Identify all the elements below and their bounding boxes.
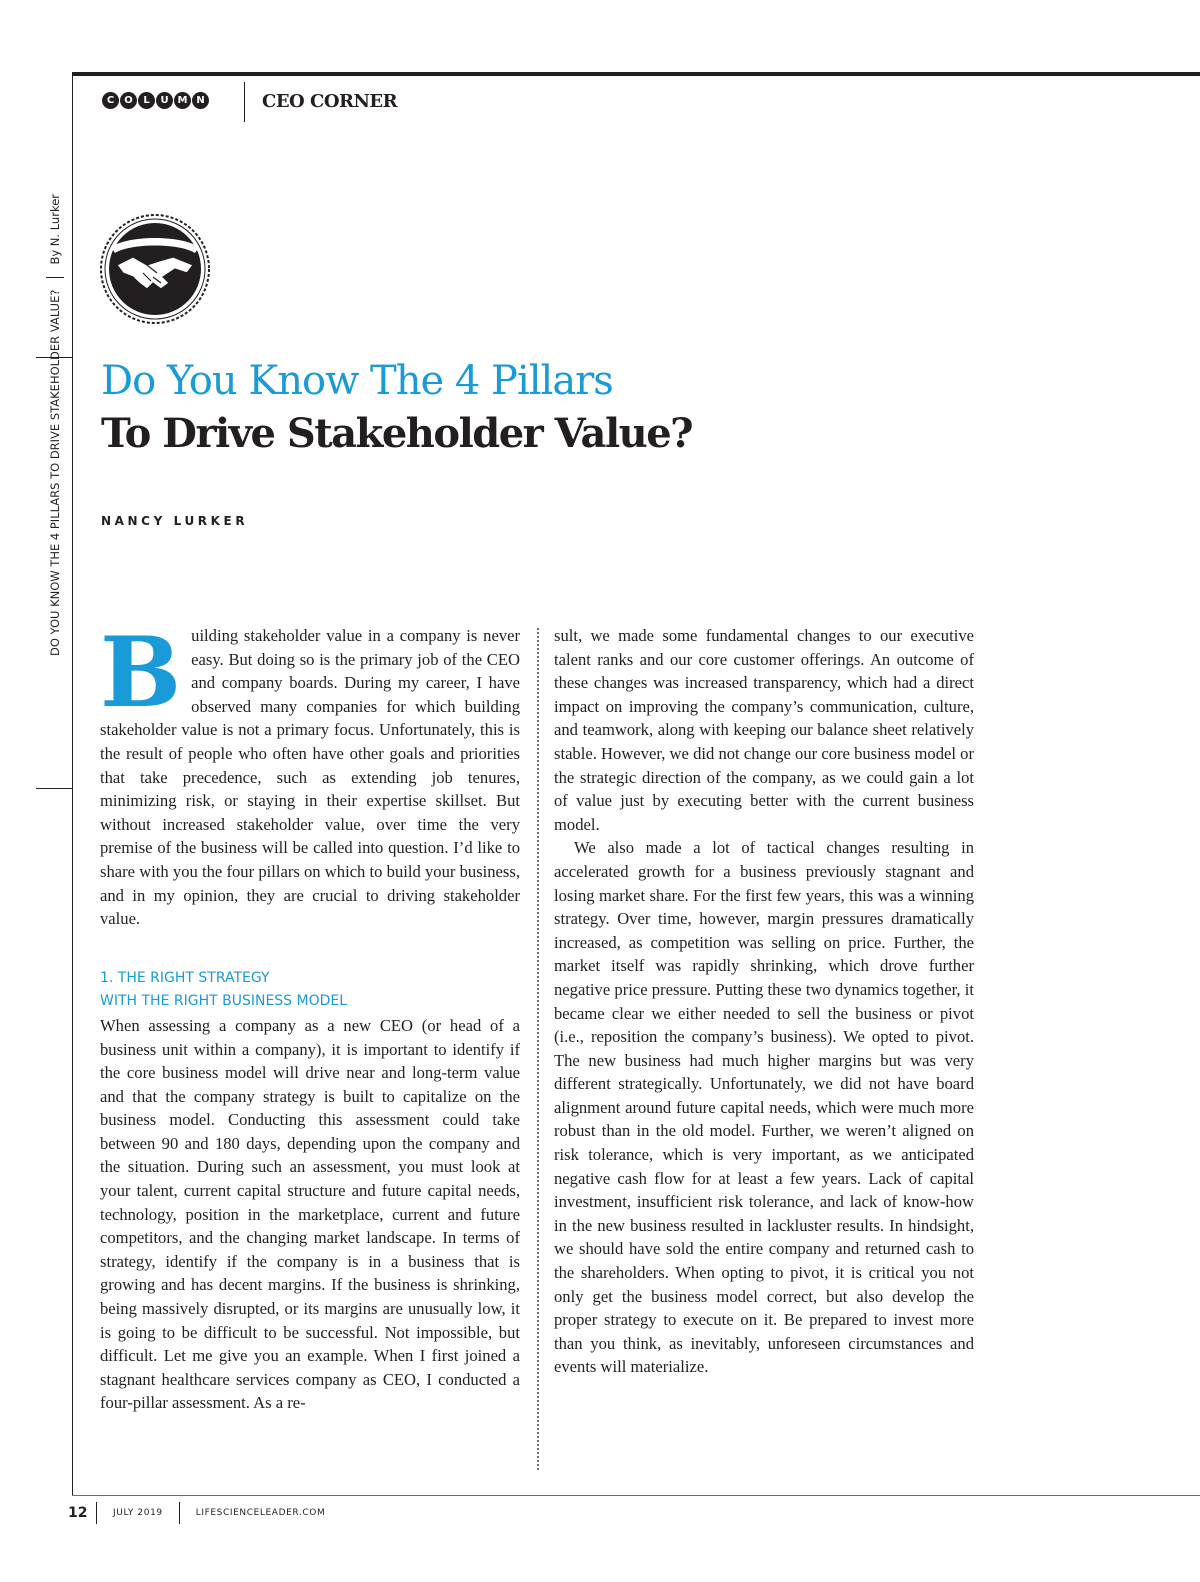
body-paragraph: We also made a lot of tactical changes resulting in accelerated growth for a business previously stagnant and losing market share. For the first few years, this was a winning strategy. Over time, however, margin pressures dramatically increased, as competition was selling on price. Further, the market itself was rapidly shrinking, which drove further negative price pressure. Putting these two dynamics together, it became clear we either needed to sell the business or pivot (i.e., reposition the company’s business). We opted to pivot. The new business had much higher margins but was very different strategically. Unfortunately, we did not have board alignment around future capital needs, which were much more robust than in the old model. Further, we weren’t aligned on risk tolerance, which is very important, as we anticipated negative cash flow for at least a few years. Lack of capital investment, insufficient risk tolerance, and lack of know-how in the new business resulted in lackluster results. In hindsight, we should have sold the entire company and returned cash to the shareholders. When opting to pivot, it is critical you not only get the business model correct, but also develop the proper strategy to execute on it. Be prepared to invest more than you think, as inevitably, unforeseen circumstances and events will materialize. bbox=[554, 838, 974, 1377]
header-divider bbox=[244, 82, 245, 122]
sidebar-byline: By N. Lurker bbox=[48, 194, 62, 265]
website: LIFESCIENCELEADER.COM bbox=[195, 1508, 326, 1518]
top-rule bbox=[72, 72, 1200, 76]
handshake-icon bbox=[99, 213, 211, 325]
sidebar-separator bbox=[46, 277, 64, 278]
bottom-rule bbox=[72, 1495, 1200, 1496]
body-paragraph: When assessing a company as a new CEO (or head of a business unit within a company), it is important to identify if the core business model will drive near and long-term value and that the company strategy is built to capitalize on the business model. Conducting this assessment could take between 90 and 180 days, depending upon the company and the situation. During such an assessment, you must look at your talent, current capital structure and future capital needs, technology, position in the marketplace, current and future competitors, and the changing market landscape. In terms of strategy, identify if the company is in a business that is growing and has decent margins. If the business is shrinking, being massively disrupted, or its margins are unusually low, it is going to be difficult to be successful. Not impossible, but difficult. Let me give you an example. When I first joined a stagnant healthcare services company as CEO, I conducted a four-pillar assessment. As a re- bbox=[100, 1015, 520, 1413]
badge-letter: M bbox=[174, 92, 191, 109]
sidebar-title: DO YOU KNOW THE 4 PILLARS TO DRIVE STAKEHOLDER VALUE? bbox=[48, 289, 62, 656]
issue-date: JULY 2019 bbox=[113, 1508, 163, 1518]
footer-separator bbox=[96, 1502, 97, 1524]
page-number: 12 bbox=[68, 1505, 88, 1521]
section-heading bbox=[100, 967, 520, 1014]
text-column-left bbox=[100, 616, 520, 1415]
section-heading-line1: 1. THE RIGHT STRATEGY bbox=[100, 969, 270, 986]
drop-cap: B bbox=[100, 616, 182, 729]
badge-letter: O bbox=[120, 92, 137, 109]
column-divider bbox=[537, 628, 539, 1470]
page-footer bbox=[68, 1502, 341, 1524]
article-title-line1: Do You Know The 4 Pillars bbox=[101, 358, 613, 404]
badge-letter: N bbox=[192, 92, 209, 109]
author-name: NANCY LURKER bbox=[101, 514, 249, 528]
footer-separator bbox=[179, 1502, 180, 1524]
intro-text: uilding stakeholder value in a company is never easy. But doing so is the primary job of the CEO and company boards. During my career, I have observed many companies for which building stakeholder value is not a primary focus. Unfortunately, this is the result of people who often have other goals and priorities that take precedence, such as extending job tenures, minimizing risk, or staying in their expertise skillset. But without increased stakeholder value, over time the very premise of the business will be called into question. I’d like to share with you the four pillars on which to build your business, and in my opinion, they are crucial to driving stakeholder value. bbox=[100, 626, 520, 929]
sidebar-divider bbox=[36, 788, 72, 789]
section-heading-line2: WITH THE RIGHT BUSINESS MODEL bbox=[100, 993, 348, 1010]
badge-letter: C bbox=[102, 92, 119, 109]
intro-paragraph bbox=[100, 616, 520, 931]
text-column-right bbox=[554, 624, 974, 1379]
body-paragraph: sult, we made some fundamental changes to our executive talent ranks and our core customer offerings. An outcome of these changes was increased transparency, which had a direct impact on improving the company’s communication, culture, and teamwork, along with keeping our balance sheet relatively stable. However, we did not change our core business model or the strategic direction of the company, as we could gain a lot of value just by executing better with the current business model. bbox=[554, 626, 974, 834]
badge-letter: U bbox=[156, 92, 173, 109]
badge-letter: L bbox=[138, 92, 155, 109]
column-badge bbox=[102, 92, 209, 109]
left-rule bbox=[72, 72, 73, 1496]
article-title-line2: To Drive Stakeholder Value? bbox=[101, 410, 693, 457]
section-name: CEO CORNER bbox=[262, 91, 398, 112]
